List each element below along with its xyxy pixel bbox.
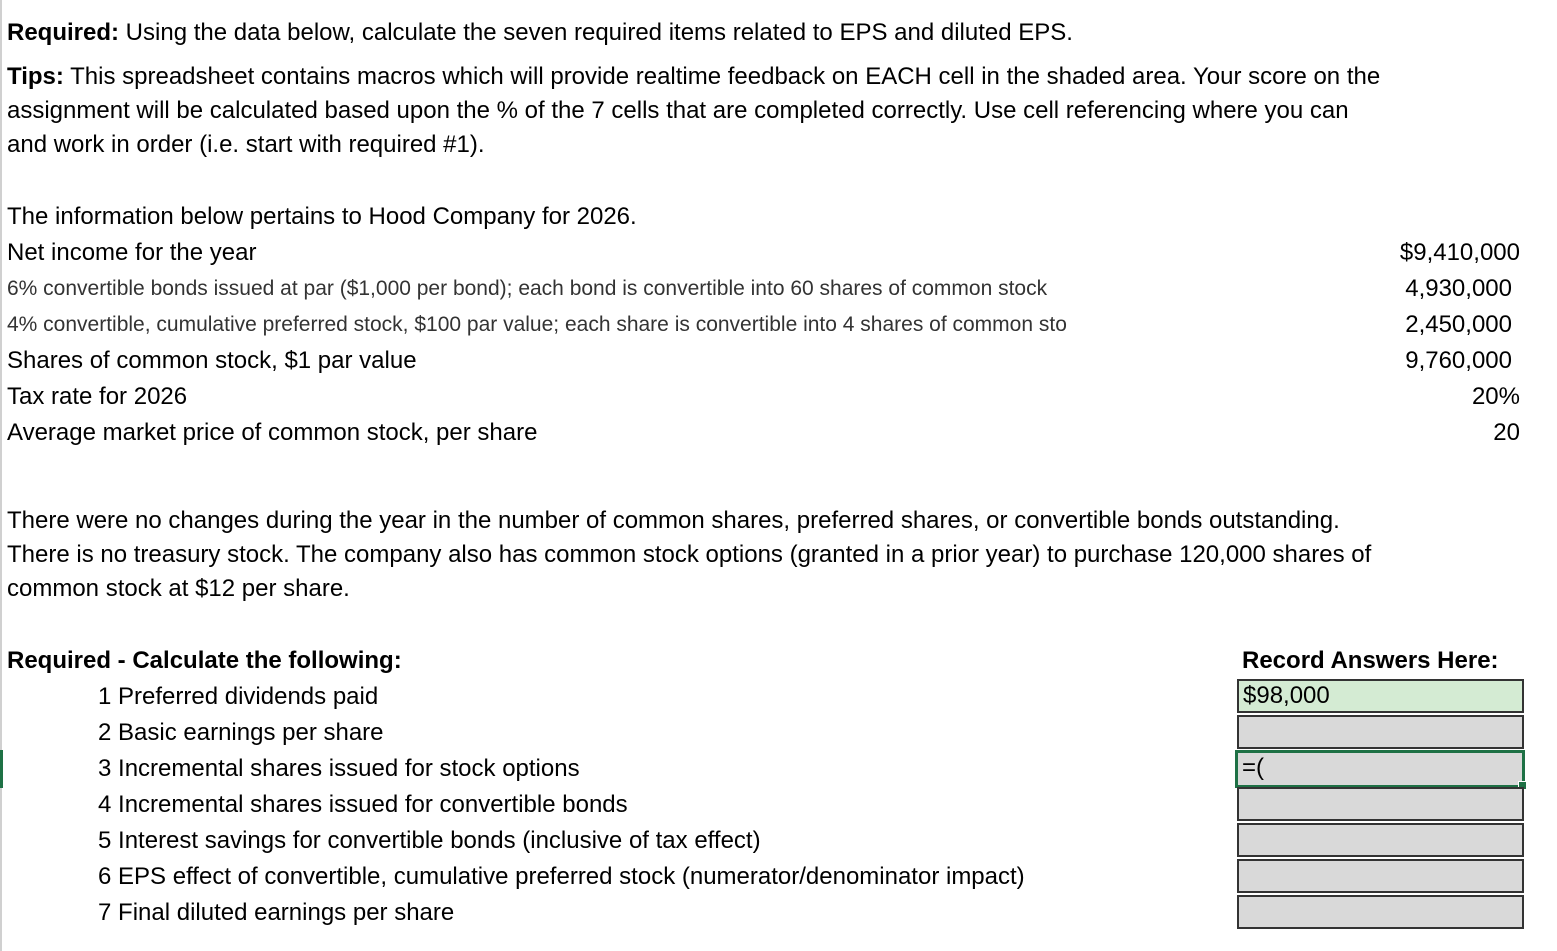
notes-line-2: There is no treasury stock. The company also has common stock options (granted in a prior year) to purchase 120,000 shares of	[7, 541, 1372, 568]
required-item-label: Incremental shares issued for stock options	[118, 755, 580, 782]
sheet-left-gridline	[0, 0, 2, 951]
info-intro: The information below pertains to Hood Company for 2026.	[7, 203, 637, 230]
required-item-3	[98, 752, 580, 786]
tips-line-3: and work in order (i.e. start with required #1).	[7, 131, 485, 158]
info-value-common-shares[interactable]: 9,760,000	[1405, 347, 1512, 374]
required-heading: Required - Calculate the following:	[7, 647, 402, 674]
answer-cell-2[interactable]	[1237, 715, 1524, 749]
info-label-common-shares: Shares of common stock, $1 par value	[7, 347, 417, 374]
required-item-number: 4	[98, 791, 112, 818]
required-item-number: 3	[98, 755, 112, 782]
tips-line-1	[7, 60, 1380, 94]
required-item-4	[98, 788, 628, 822]
info-label-bonds: 6% convertible bonds issued at par ($1,000 per bond); each bond is convertible into 60 shares of common stock	[7, 277, 1048, 300]
required-item-7	[98, 896, 454, 930]
required-item-label: Incremental shares issued for convertible bonds	[118, 791, 628, 818]
info-label-net-income: Net income for the year	[7, 239, 257, 266]
info-label-market-price: Average market price of common stock, per share	[7, 419, 538, 446]
answer-cell-7[interactable]	[1237, 895, 1524, 929]
required-item-number: 5	[98, 827, 112, 854]
required-item-label: Interest savings for convertible bonds (inclusive of tax effect)	[118, 827, 761, 854]
notes-line-3: common stock at $12 per share.	[7, 575, 350, 602]
required-item-2	[98, 716, 384, 750]
tips-label: Tips:	[7, 63, 64, 90]
info-value-market-price[interactable]: 20	[1493, 419, 1520, 446]
answers-heading: Record Answers Here:	[1242, 647, 1499, 674]
info-label-preferred: 4% convertible, cumulative preferred stock, $100 par value; each share is convertible into 4 shares of common sto	[7, 313, 1067, 336]
required-item-label: Basic earnings per share	[118, 719, 384, 746]
answer-cell-3-active[interactable]	[1235, 750, 1525, 788]
answer-cell-4[interactable]	[1237, 787, 1524, 821]
required-item-label: Final diluted earnings per share	[118, 899, 455, 926]
required-item-number: 7	[98, 899, 112, 926]
required-text: Using the data below, calculate the seven required items related to EPS and diluted EPS.	[119, 19, 1073, 46]
info-label-tax-rate: Tax rate for 2026	[7, 383, 188, 410]
required-item-label: Preferred dividends paid	[118, 683, 379, 710]
info-value-net-income[interactable]: $9,410,000	[1399, 239, 1520, 266]
answer-cell-1[interactable]: $98,000	[1237, 679, 1524, 713]
answer-cell-6[interactable]	[1237, 859, 1524, 893]
active-row-marker	[0, 750, 3, 788]
required-item-1	[98, 680, 378, 714]
required-label: Required:	[7, 19, 120, 46]
required-item-6	[98, 860, 1025, 894]
answer-cell-3-input[interactable]: =(	[1242, 754, 1265, 781]
required-item-number: 6	[98, 863, 112, 890]
info-value-preferred[interactable]: 2,450,000	[1405, 311, 1512, 338]
required-item-5	[98, 824, 761, 858]
tips-text-1: This spreadsheet contains macros which will provide realtime feedback on EACH cell in the shaded area. Your score on the	[63, 63, 1381, 90]
info-value-bonds[interactable]: 4,930,000	[1405, 275, 1512, 302]
required-instructions	[7, 16, 1073, 50]
answer-cell-5[interactable]	[1237, 823, 1524, 857]
required-item-label: EPS effect of convertible, cumulative preferred stock (numerator/denominator impact)	[118, 863, 1025, 890]
tips-line-2: assignment will be calculated based upon the % of the 7 cells that are completed correctly. Use cell referencing where you can	[7, 97, 1349, 124]
required-item-number: 1	[98, 683, 112, 710]
notes-line-1: There were no changes during the year in the number of common shares, preferred shares, or convertible bonds outstanding.	[7, 507, 1340, 534]
required-item-number: 2	[98, 719, 112, 746]
info-value-tax-rate[interactable]: 20%	[1471, 383, 1520, 410]
